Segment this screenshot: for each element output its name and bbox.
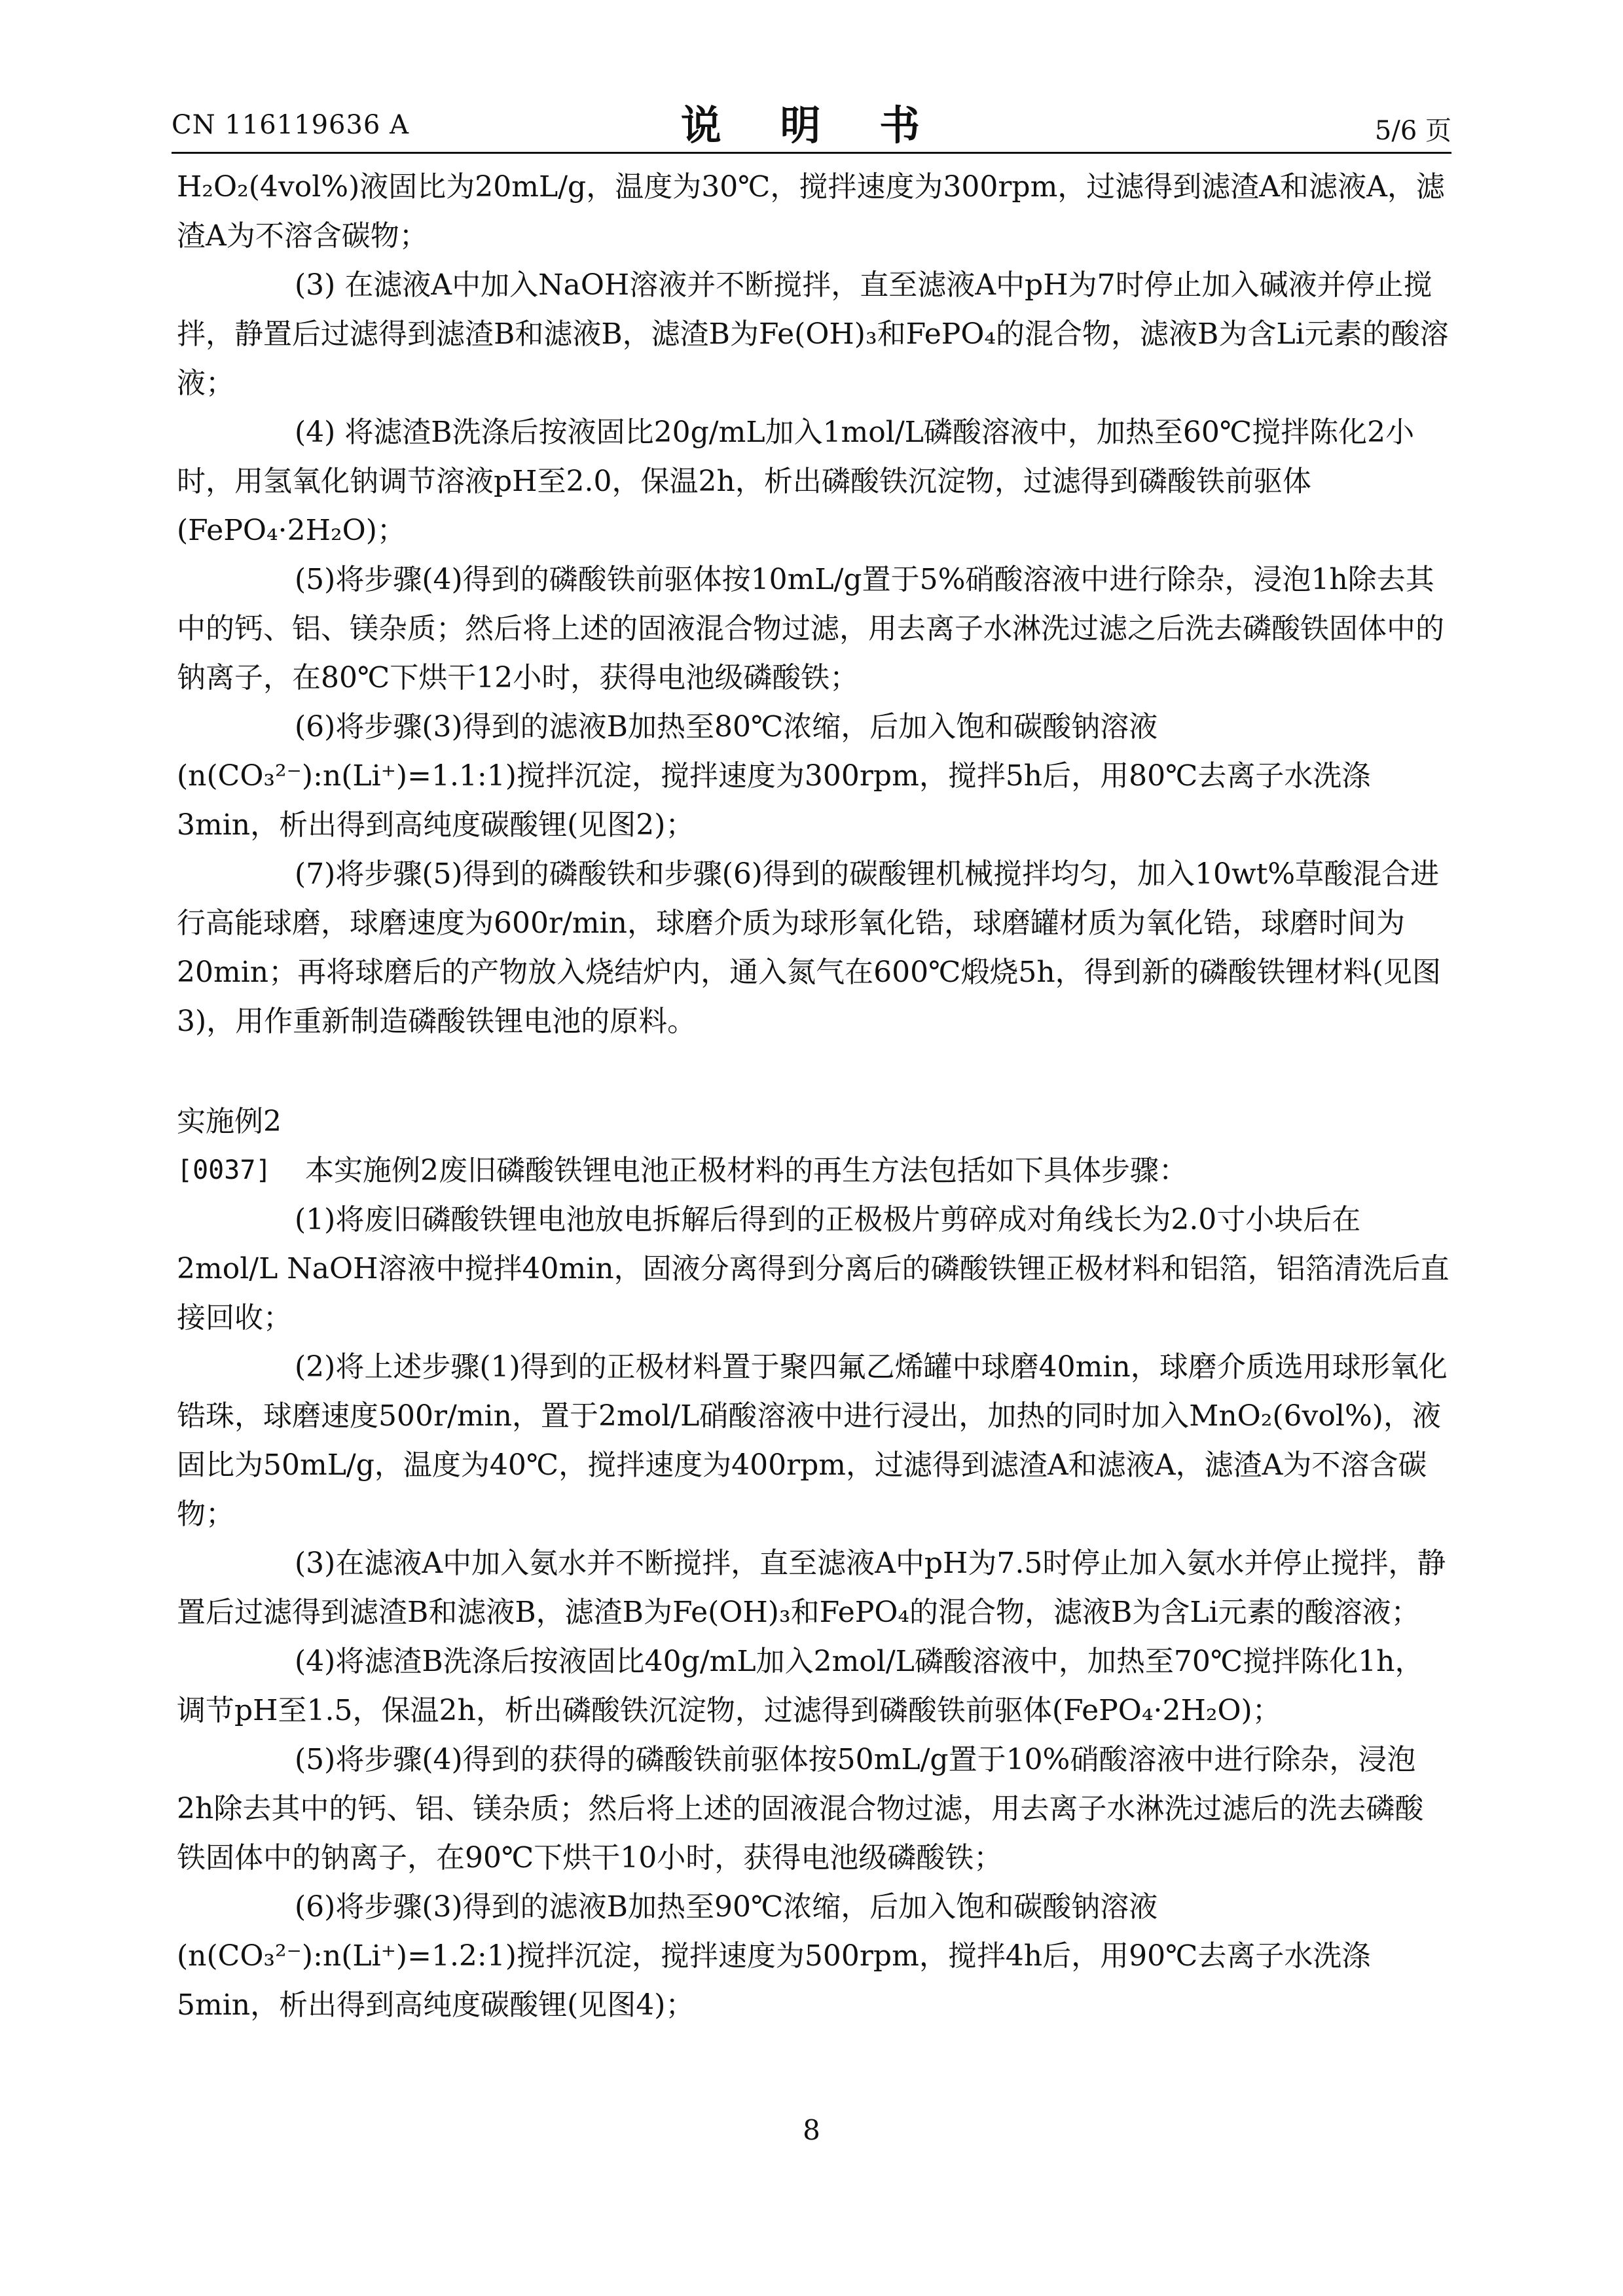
section-title: 实施例2 <box>177 1105 282 1138</box>
paragraph-number: [0037] <box>177 1155 272 1185</box>
paragraph-ex2-step-6: (6)将步骤(3)得到的滤液B加热至90℃浓缩，后加入饱和碳酸钠溶液(n(CO₃²⁻):n(Li⁺)=1.2:1)搅拌沉淀，搅拌速度为500rpm，搅拌4h后，用90℃去离子水洗涤5min，析出得到高纯度碳酸锂(见图4)； <box>177 1890 1371 2022</box>
paragraph-ex2-step-2: (2)将上述步骤(1)得到的正极材料置于聚四氟乙烯罐中球磨40min，球磨介质选用球形氧化锆珠，球磨速度500r/min，置于2mol/L硝酸溶液中进行浸出，加热的同时加入MnO₂(6vol%)，液固比为50mL/g，温度为40℃，搅拌速度为400rpm，过滤得到滤渣A和滤液A，滤渣A为不溶含碳物； <box>177 1350 1448 1531</box>
section-spacer <box>177 1046 1451 1097</box>
paragraph-step-3: (3) 在滤液A中加入NaOH溶液并不断搅拌，直至滤液A中pH为7时停止加入碱液并停止搅拌，静置后过滤得到滤渣B和滤液B，滤渣B为Fe(OH)₃和FePO₄的混合物，滤液B为含Li元素的酸溶液； <box>177 268 1449 400</box>
paragraph-ex2-step-1: (1)将废旧磷酸铁锂电池放电拆解后得到的正极极片剪碎成对角线长为2.0寸小块后在2mol/L NaOH溶液中搅拌40min，固液分离得到分离后的磷酸铁锂正极材料和铝箔，铝箔清洗后直接回收； <box>177 1203 1450 1335</box>
header-divider <box>172 152 1451 154</box>
paragraph-intro: 本实施例2废旧磷酸铁锂电池正极材料的再生方法包括如下具体步骤： <box>305 1154 1188 1187</box>
document-number: CN 116119636 A <box>172 110 409 140</box>
page-number: 8 <box>803 2114 820 2146</box>
paragraph-ex2-step-3: (3)在滤液A中加入氨水并不断搅拌，直至滤液A中pH为7.5时停止加入氨水并停止搅拌，静置后过滤得到滤渣B和滤液B，滤渣B为Fe(OH)₃和FePO₄的混合物，滤液B为含Li元素的酸溶液； <box>177 1547 1446 1629</box>
page-title: 说 明 书 <box>680 101 943 149</box>
document-body <box>177 162 1451 2030</box>
paragraph-step-7: (7)将步骤(5)得到的磷酸铁和步骤(6)得到的碳酸锂机械搅拌均匀，加入10wt%草酸混合进行高能球磨，球磨速度为600r/min，球磨介质为球形氧化锆，球磨罐材质为氧化锆，球磨时间为20min；再将球磨后的产物放入烧结炉内，通入氮气在600℃煅烧5h，得到新的磷酸铁锂材料(见图3)，用作重新制造磷酸铁锂电池的原料。 <box>177 857 1441 1038</box>
paragraph-continuation: H₂O₂(4vol%)液固比为20mL/g，温度为30℃，搅拌速度为300rpm，过滤得到滤渣A和滤液A，滤渣A为不溶含碳物； <box>177 170 1445 253</box>
paragraph-ex2-step-5: (5)将步骤(4)得到的获得的磷酸铁前驱体按50mL/g置于10%硝酸溶液中进行除杂，浸泡2h除去其中的钙、铝、镁杂质；然后将上述的固液混合物过滤，用去离子水淋洗过滤后的洗去磷酸铁固体中的钠离子，在90℃下烘干10小时，获得电池级磷酸铁； <box>177 1743 1424 1874</box>
paragraph-step-6: (6)将步骤(3)得到的滤液B加热至80℃浓缩，后加入饱和碳酸钠溶液(n(CO₃²⁻):n(Li⁺)=1.1:1)搅拌沉淀，搅拌速度为300rpm，搅拌5h后，用80℃去离子水洗涤3min，析出得到高纯度碳酸锂(见图2)； <box>177 710 1371 842</box>
paragraph-step-4: (4) 将滤渣B洗涤后按液固比20g/mL加入1mol/L磷酸溶液中，加热至60℃搅拌陈化2小时，用氢氧化钠调节溶液pH至2.0，保温2h，析出磷酸铁沉淀物，过滤得到磷酸铁前驱体(FePO₄·2H₂O)； <box>177 416 1415 547</box>
page-info: 5/6 页 <box>1374 116 1451 146</box>
numbered-paragraph <box>177 1146 1451 1195</box>
paragraph-ex2-step-4: (4)将滤渣B洗涤后按液固比40g/mL加入2mol/L磷酸溶液中，加热至70℃搅拌陈化1h，调节pH至1.5，保温2h，析出磷酸铁沉淀物，过滤得到磷酸铁前驱体(FePO₄·2H₂O)； <box>177 1645 1424 1727</box>
paragraph-step-5: (5)将步骤(4)得到的磷酸铁前驱体按10mL/g置于5%硝酸溶液中进行除杂，浸泡1h除去其中的钙、铝、镁杂质；然后将上述的固液混合物过滤，用去离子水淋洗过滤之后洗去磷酸铁固体中的钠离子，在80℃下烘干12小时，获得电池级磷酸铁； <box>177 563 1444 694</box>
